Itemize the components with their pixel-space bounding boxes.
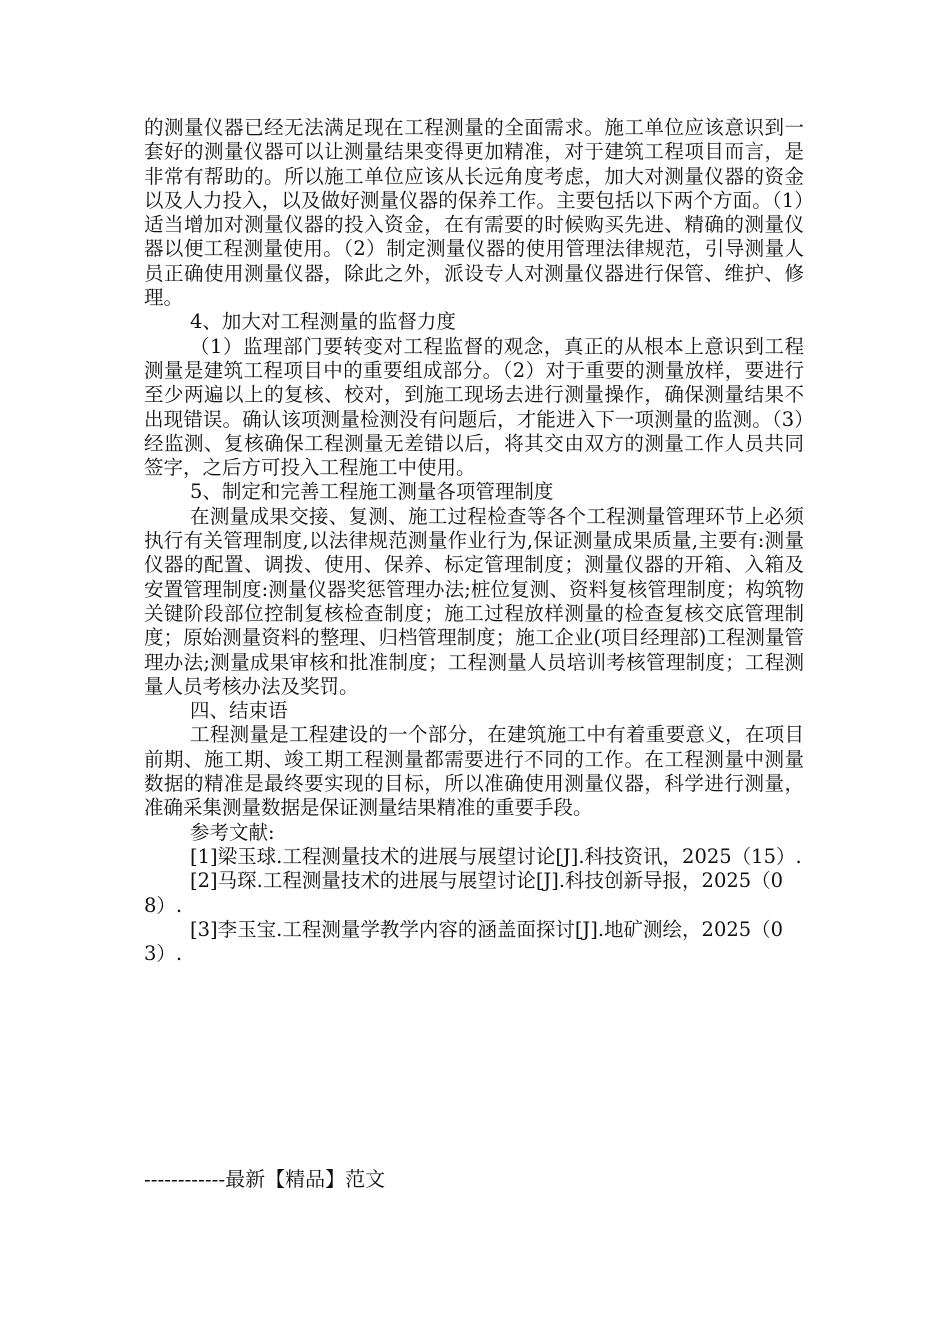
reference-item: [3]李玉宝.工程测量学教学内容的涵盖面探讨[J].地矿测绘，2025（03）. <box>144 917 784 966</box>
references-heading: 参考文献: <box>190 820 275 844</box>
paragraph-management-system: 在测量成果交接、复测、施工过程检查等各个工程测量管理环节上必须执行有关管理制度,以法律规范测量作业行为,保证测量成果质量,主要有:测量仪器的配置、调拨、使用、保养、标定管理制度；测量仪器的开箱、入箱及安置管理制度:测量仪器奖惩管理办法;桩位复测、资料复核管理制度；构筑物关键阶段部位控制复核检查制度；施工过程放样测量的检查复核交底管理制度；原始测量资料的整理、归档管理制度；施工企业(项目经理部)工程测量管理办法;测量成果审核和批准制度；工程测量人员培训考核管理制度；工程测量人员考核办法及奖罚。 <box>144 504 804 698</box>
paragraph-conclusion: 工程测量是工程建设的一个部分，在建筑施工中有着重要意义，在项目前期、施工期、竣工期工程测量都需要进行不同的工作。在工程测量中测量数据的精准是最终要实现的目标，所以准确使用测量仪器，科学进行测量，准确采集测量数据是保证测量结果精准的重要手段。 <box>144 723 804 820</box>
section-heading-supervision: 4、加大对工程测量的监督力度 <box>190 310 456 334</box>
section-heading-conclusion: 四、结束语 <box>190 699 288 723</box>
paragraph-continued-instruments: 的测量仪器已经无法满足现在工程测量的全面需求。施工单位应该意识到一套好的测量仪器可以让测量结果变得更加精准，对于建筑工程项目而言，是非常有帮助的。所以施工单位应该从长远角度考虑，加大对测量仪器的资金以及人力投入，以及做好测量仪器的保养工作。主要包括以下两个方面。（1）适当增加对测量仪器的投入资金，在有需要的时候购买先进、精确的测量仪器以便工程测量使用。（2）制定测量仪器的使用管理法律规范，引导测量人员正确使用测量仪器，除此之外，派设专人对测量仪器进行保管、维护、修理。 <box>144 116 804 310</box>
section-heading-management-system: 5、制定和完善工程施工测量各项管理制度 <box>190 480 554 504</box>
reference-item: [1]梁玉球.工程测量技术的进展与展望讨论[J].科技资讯，2025（15）. <box>190 844 802 868</box>
footer-text: ------------最新【精品】范文 <box>144 1167 386 1191</box>
paragraph-supervision: （1）监理部门要转变对工程监督的观念，真正的从根本上意识到工程测量是建筑工程项目中的重要组成部分。（2）对于重要的测量放样，要进行至少两遍以上的复核、校对，到施工现场去进行测量操作，确保测量结果不出现错误。确认该项测量检测没有问题后，才能进入下一项测量的监测。（3）经监测、复核确保工程测量无差错以后，将其交由双方的测量工作人员共同签字，之后方可投入工程施工中使用。 <box>144 334 804 480</box>
reference-item: [2]马琛.工程测量技术的进展与展望讨论[J].科技创新导报，2025（08）. <box>144 869 784 917</box>
document-body <box>144 116 804 966</box>
